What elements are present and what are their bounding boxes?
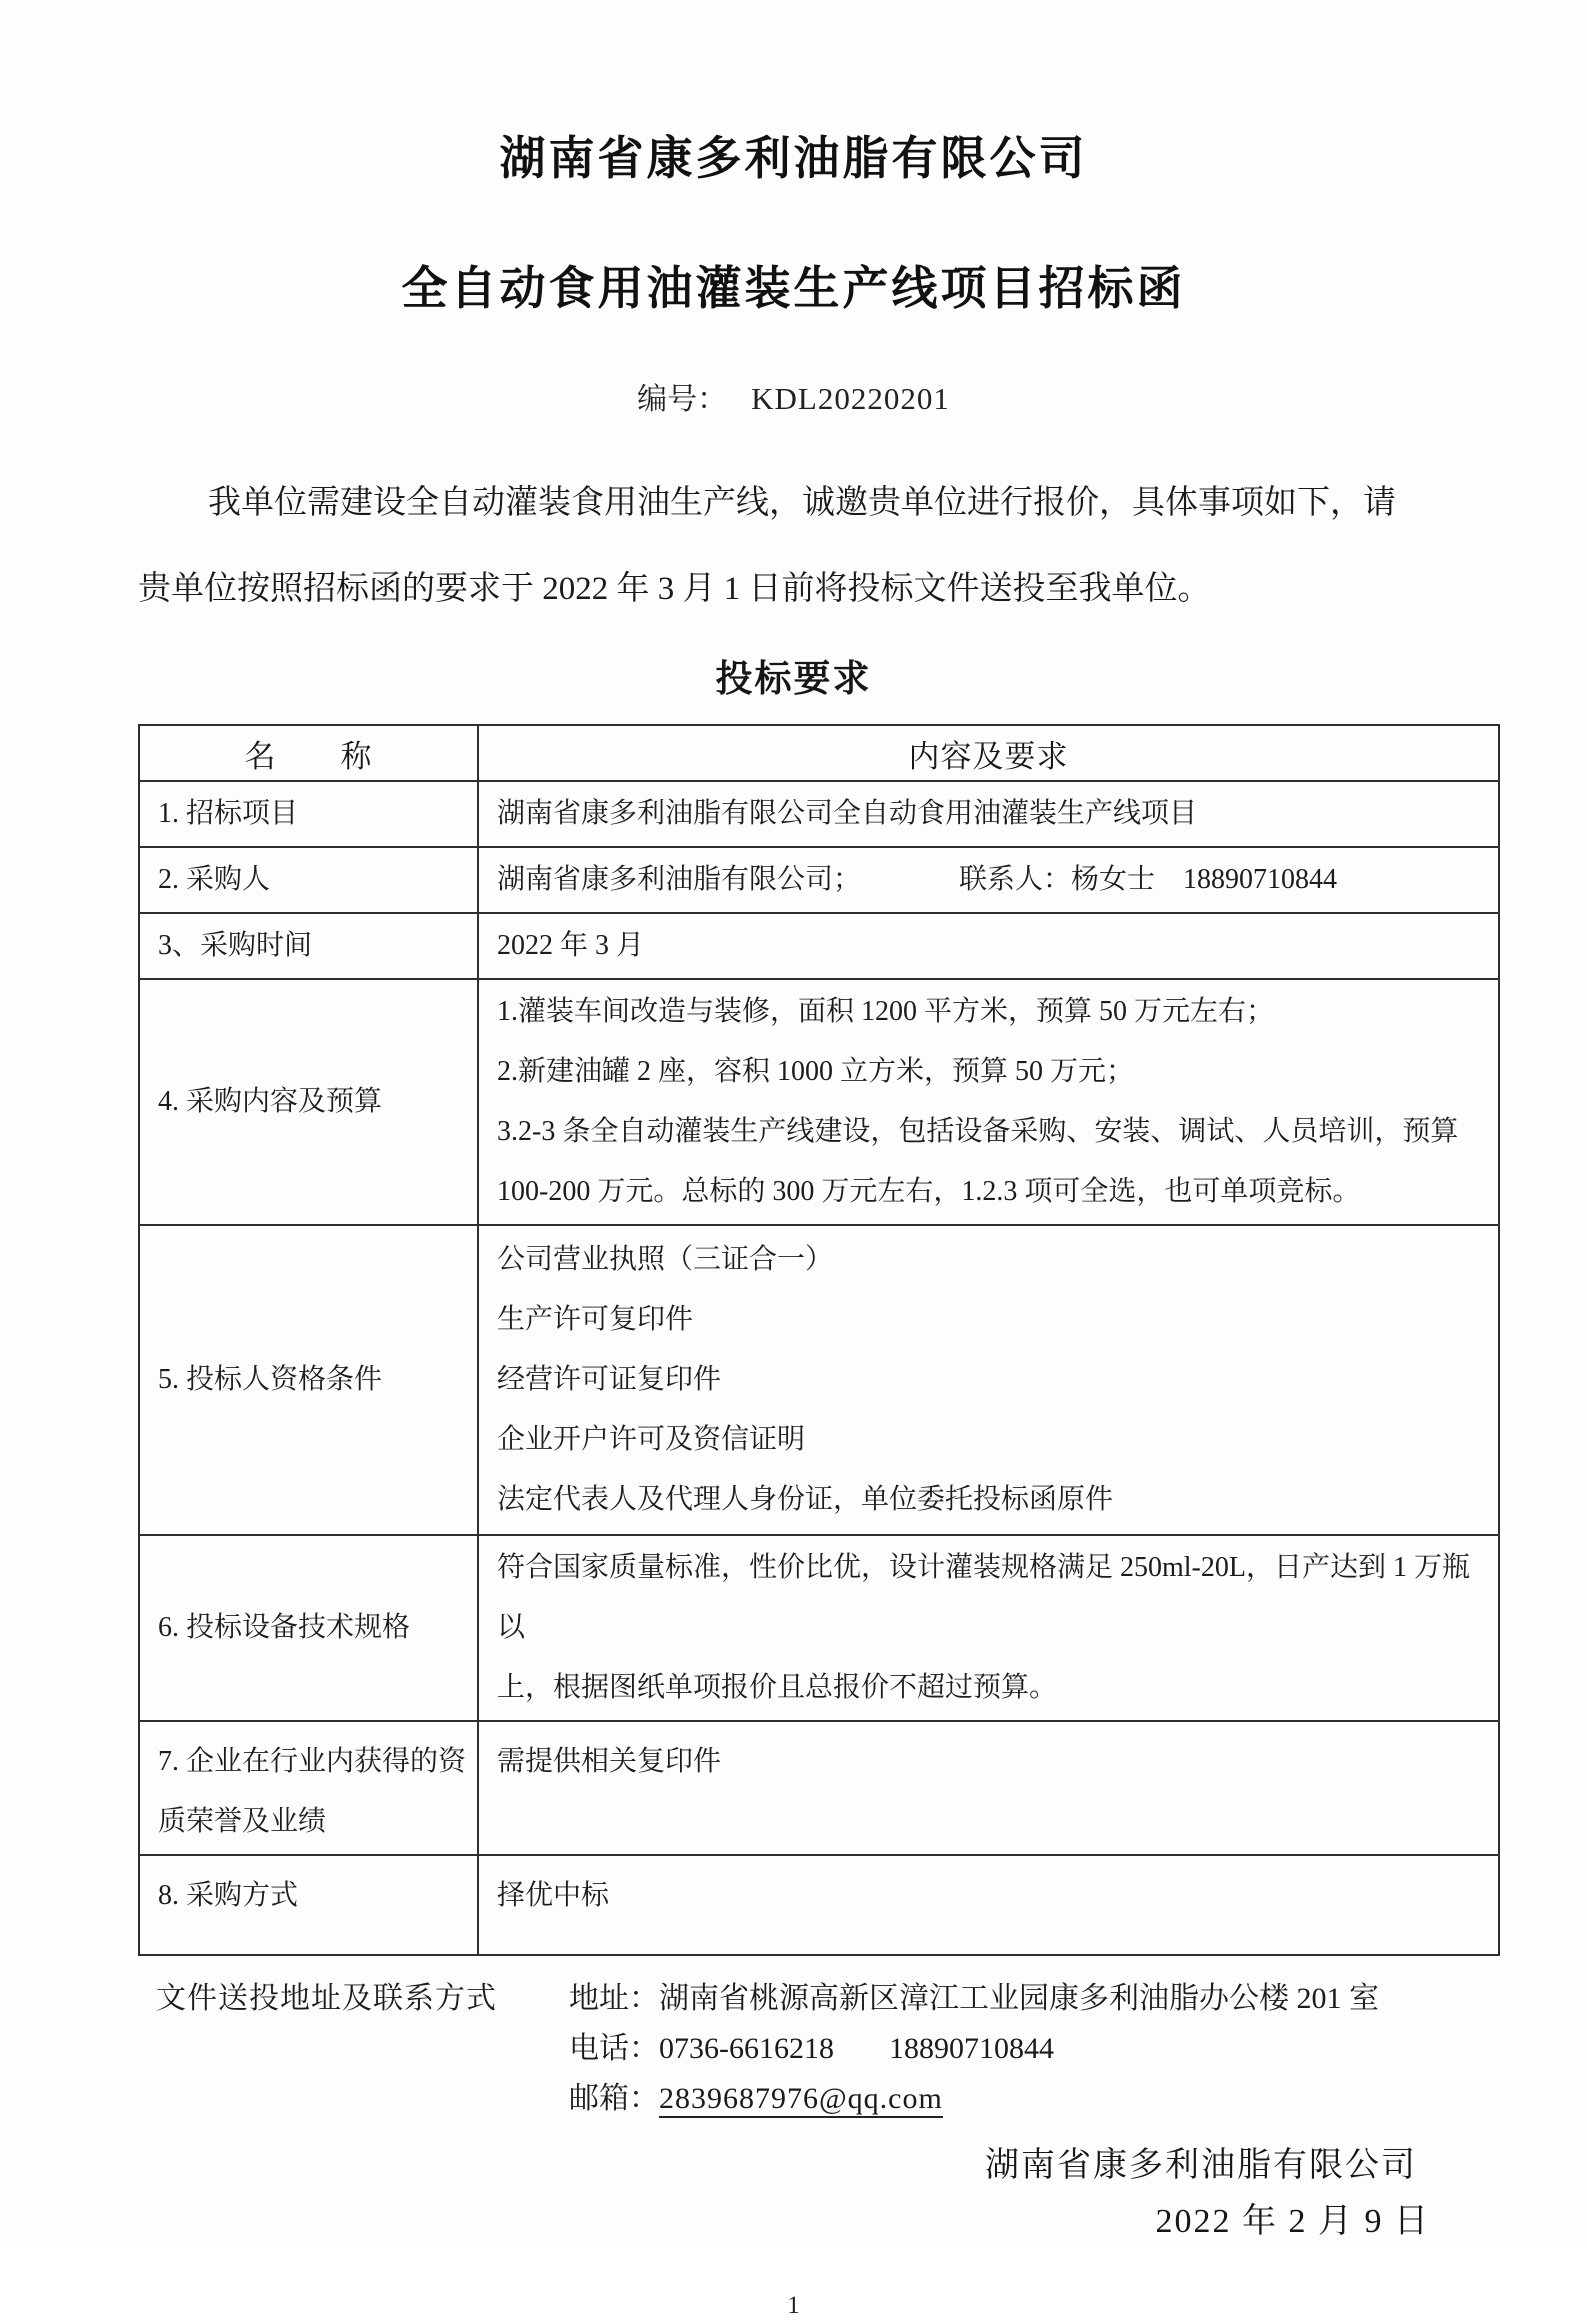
cell-line: 生产许可复印件 [497, 1304, 694, 1335]
cell-line: 择优中标 [497, 1880, 610, 1911]
cell-line: 2022 年 3 月 [497, 930, 645, 961]
phone-line [569, 2024, 1379, 2074]
cell-line: 企业开户许可及资信证明 [497, 1424, 806, 1455]
row-name-cell: 5. 投标人资格条件 [139, 1225, 478, 1535]
table-row [139, 979, 1499, 1225]
cell-line: 湖南省康多利油脂有限公司； 联系人：杨女士 18890710844 [497, 864, 1338, 895]
cell-line: 湖南省康多利油脂有限公司全自动食用油灌装生产线项目 [497, 798, 1198, 829]
intro-paragraph [138, 460, 1457, 632]
company-title: 湖南省康多利油脂有限公司 [499, 132, 1088, 184]
bid-table-body [139, 781, 1499, 1955]
row-content-cell [478, 913, 1499, 979]
email-address[interactable]: 2839687976@qq.com [659, 2082, 943, 2118]
bid-requirements-table [138, 724, 1500, 1956]
cell-line: 1.灌装车间改造与装修，面积 1200 平方米，预算 50 万元左右； [497, 996, 1275, 1027]
table-row [139, 1225, 1499, 1535]
section-title: 投标要求 [715, 659, 872, 700]
document-title: 全自动食用油灌装生产线项目招标函 [401, 262, 1186, 314]
email-label: 邮箱： [569, 2082, 659, 2115]
document-number-label: 编号： [637, 383, 728, 416]
row-name-cell: 2. 采购人 [139, 847, 478, 913]
signature-date: 2022 年 2 月 9 日 [1155, 2203, 1430, 2240]
contact-lines [569, 1974, 1379, 2124]
column-header-content: 内容及要求 [478, 725, 1499, 781]
table-header-row [139, 725, 1499, 781]
table-row [139, 1535, 1499, 1721]
intro-line: 贵单位按照招标函的要求于 2022 年 3 月 1 日前将投标文件送投至我单位。 [138, 571, 1211, 607]
cell-line: 符合国家质量标准，性价比优，设计灌装规格满足 250ml-20L，日产达到 1 万瓶以 [497, 1552, 1470, 1643]
row-content-cell [478, 1535, 1499, 1721]
row-name-cell: 7. 企业在行业内获得的资质荣誉及业绩 [139, 1721, 478, 1855]
row-content-cell [478, 979, 1499, 1225]
contact-label: 文件送投地址及联系方式 [156, 1982, 497, 2015]
email-line [569, 2074, 1379, 2124]
row-content-cell [478, 1855, 1499, 1955]
row-content-cell [478, 1721, 1499, 1855]
signature-block [0, 2138, 1587, 2250]
row-content-cell [478, 781, 1499, 847]
cell-line: 需提供相关复印件 [497, 1746, 722, 1777]
table-row [139, 847, 1499, 913]
table-row [139, 913, 1499, 979]
document-number-value: KDL20220201 [751, 381, 950, 416]
row-name-cell: 8. 采购方式 [139, 1855, 478, 1955]
row-name-cell: 3、采购时间 [139, 913, 478, 979]
table-row [139, 1721, 1499, 1855]
signature-company: 湖南省康多利油脂有限公司 [985, 2147, 1417, 2184]
row-name-cell: 4. 采购内容及预算 [139, 979, 478, 1225]
row-content-cell [478, 1225, 1499, 1535]
cell-line: 公司营业执照（三证合一） [497, 1244, 834, 1275]
column-header-name: 名 称 [139, 725, 478, 781]
row-name-cell: 6. 投标设备技术规格 [139, 1535, 478, 1721]
row-name-cell: 1. 招标项目 [139, 781, 478, 847]
phone-label: 电话： [569, 2032, 659, 2065]
table-row [139, 781, 1499, 847]
phone-number-1: 0736-6616218 [659, 2032, 834, 2065]
page-number: 1 [787, 2292, 800, 2319]
address-line: 地址：湖南省桃源高新区漳江工业园康多利油脂办公楼 201 室 [569, 1982, 1379, 2015]
document-number-line [0, 374, 1587, 418]
row-content-cell [478, 847, 1499, 913]
cell-line: 2.新建油罐 2 座，容积 1000 立方米，预算 50 万元； [497, 1056, 1135, 1087]
intro-line: 我单位需建设全自动灌装食用油生产线，诚邀贵单位进行报价，具体事项如下，请 [208, 485, 1396, 521]
cell-line: 100-200 万元。总标的 300 万元左右，1.2.3 项可全选，也可单项竞标。 [497, 1176, 1361, 1207]
table-row [139, 1855, 1499, 1955]
cell-line: 3.2-3 条全自动灌装生产线建设，包括设备采购、安装、调试、人员培训，预算 [497, 1116, 1459, 1147]
cell-line: 上，根据图纸单项报价且总报价不超过预算。 [497, 1672, 1058, 1703]
cell-line: 经营许可证复印件 [497, 1364, 722, 1395]
cell-line: 法定代表人及代理人身份证，单位委托投标函原件 [497, 1484, 1114, 1515]
phone-number-2: 18890710844 [889, 2032, 1054, 2065]
contact-block [156, 1974, 1587, 2124]
